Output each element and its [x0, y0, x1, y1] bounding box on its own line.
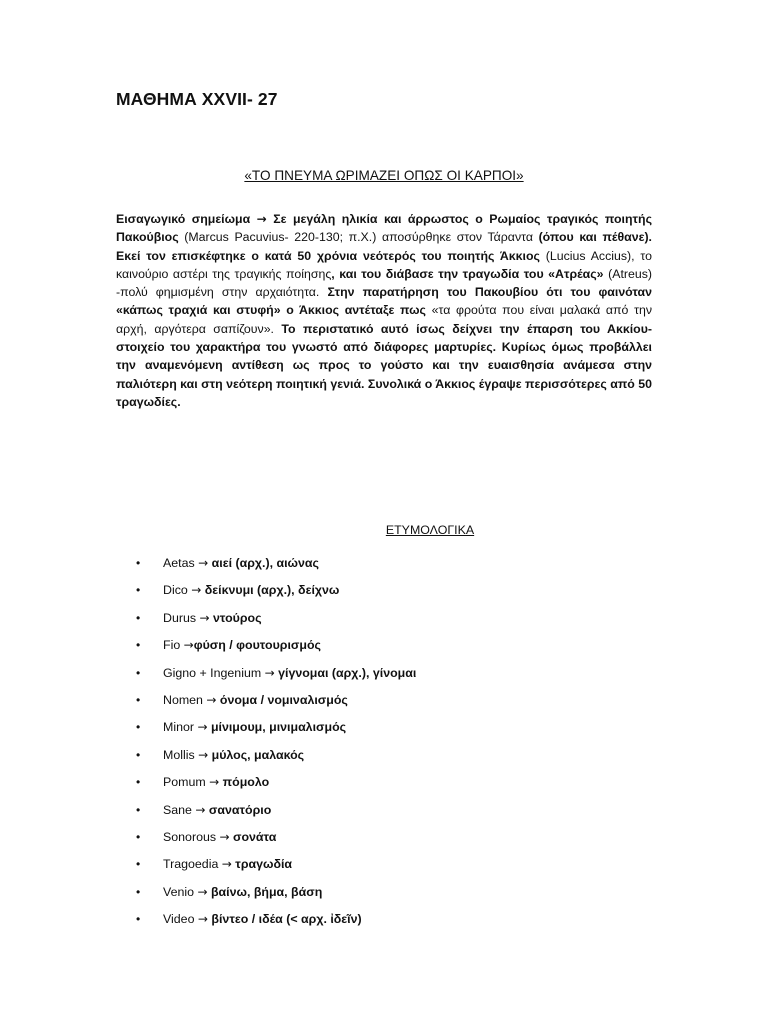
greek-derivative: βίντεο / ιδέα (< αρχ. ἰδεῖν) [207, 912, 362, 927]
bullet-icon: • [136, 665, 141, 680]
right-arrow-icon: → [191, 583, 202, 598]
latin-word: Pomum [163, 775, 210, 790]
greek-derivative: σονάτα [229, 829, 277, 844]
right-arrow-icon: → [197, 912, 208, 927]
etymology-heading: ΕΤΥΜΟΛΟΓΙΚΑ [385, 523, 475, 537]
bullet-icon: • [136, 638, 141, 653]
right-arrow-icon: → [198, 747, 209, 762]
intro-text-3: (όπου και πέθανε). Εκεί τον επισκέφτηκε ο κατά 50 χρόνια νεότερός του ποιητής Άκκιος [116, 230, 652, 263]
bullet-icon: • [136, 747, 141, 762]
right-arrow-icon: → [195, 802, 206, 817]
list-item [136, 690, 416, 717]
right-arrow-icon: → [264, 665, 275, 680]
greek-derivative: σανατόριο [205, 802, 272, 817]
latin-word: Sonorous [163, 829, 220, 844]
bullet-icon: • [136, 610, 141, 625]
etymology-list [136, 553, 416, 936]
bullet-icon: • [136, 912, 141, 927]
right-arrow-icon: → [256, 212, 267, 226]
greek-derivative: φύση / φουτουρισμός [193, 638, 321, 653]
intro-text-9: Το περιστατικό αυτό ίσως δείχνει την έπαρση του Ακκίου- στοιχείο του χαρακτήρα του γνωστό από διάφορες μαρτυρίες. Κυρίως όμως προβάλλει την αναμενόμενη αντίθεση ως προς το γούστο και την ευαισθησία ανάμεσα στην παλιότερη και στη νεότερη ποιητική γενιά. Συνολικά ο Άκκιος έγραψε περισσότερες από 50 τραγωδίες. [116, 321, 652, 409]
intro-text-5: , και του διάβασε την τραγωδία του «Ατρέας» [331, 266, 609, 281]
latin-word: Aetas [163, 556, 199, 570]
intro-label: Εισαγωγικό σημείωμα [116, 212, 251, 226]
right-arrow-icon: → [209, 775, 220, 790]
right-arrow-icon: → [206, 692, 217, 707]
list-item [136, 882, 416, 909]
greek-derivative: ντούρος [209, 610, 262, 625]
right-arrow-icon: → [197, 884, 208, 899]
intro-text-6: (Atreus) -πολύ φημισμένη στην αρχαιότητα. [116, 266, 652, 300]
right-arrow-icon: → [221, 857, 232, 872]
greek-derivative: μύλος, μαλακός [208, 747, 305, 762]
greek-derivative: τραγωδία [231, 857, 293, 872]
list-item [136, 553, 416, 580]
list-item [136, 800, 416, 827]
list-item [136, 663, 416, 690]
latin-word: Mollis [163, 747, 199, 762]
list-item [136, 608, 416, 635]
intro-text-2: (Marcus Pacuvius- 220-130; π.Χ.) αποσύρθηκε στον Τάραντα [184, 230, 533, 245]
greek-derivative: βαίνω, βήμα, βάση [207, 884, 323, 899]
bullet-icon: • [136, 720, 141, 735]
greek-derivative: δείκνυμι (αρχ.), δείχνω [201, 583, 340, 598]
greek-derivative: πόμολο [219, 775, 270, 790]
list-item [136, 772, 416, 799]
right-arrow-icon: → [199, 610, 210, 625]
greek-derivative: μίνιμουμ, μινιμαλισμός [207, 720, 347, 735]
intro-text-7: Στην παρατήρηση του Πακουβίου ότι του φαινόταν «κάπως τραχιά και στυφή» ο Άκκιος αντέταξε πως [116, 285, 652, 318]
latin-word: Venio [163, 884, 198, 899]
latin-word: Sane [163, 802, 196, 817]
right-arrow-icon: → [219, 829, 230, 844]
bullet-icon: • [136, 775, 141, 790]
bullet-icon: • [136, 692, 141, 707]
greek-derivative: όνομα / νομιναλισμός [216, 692, 348, 707]
bullet-icon: • [136, 857, 141, 872]
bullet-icon: • [136, 884, 141, 899]
latin-word: Tragoedia [163, 857, 222, 872]
bullet-icon: • [136, 583, 141, 598]
latin-word: Video [163, 912, 198, 927]
list-item [136, 635, 416, 662]
latin-word: Durus [163, 610, 200, 625]
intro-paragraph [116, 210, 652, 411]
greek-derivative: αιεί (αρχ.), αιώνας [208, 556, 319, 570]
right-arrow-icon: → [183, 638, 194, 653]
list-item [136, 909, 416, 936]
bullet-icon: • [136, 829, 141, 844]
intro-text-4: (Lucius Accius), το καινούριο αστέρι της τραγικής ποίησης [116, 248, 652, 281]
intro-text-8: «τα φρούτα που είναι μαλακά από την αρχή, αργότερα σαπίζουν». [116, 303, 653, 336]
list-item [136, 717, 416, 744]
list-item [136, 745, 416, 772]
right-arrow-icon: → [197, 720, 208, 735]
bullet-icon: • [136, 802, 141, 817]
latin-word: Dico [163, 583, 192, 598]
bullet-icon: • [136, 556, 141, 570]
lesson-subtitle: «ΤΟ ΠΝΕΥΜΑ ΩΡΙΜΑΖΕΙ ΟΠΩΣ ΟΙ ΚΑΡΠΟΙ» [244, 168, 524, 183]
latin-word: Fio [163, 638, 184, 653]
latin-word: Gigno + Ingenium [163, 665, 265, 680]
list-item [136, 854, 416, 881]
latin-word: Nomen [163, 692, 207, 707]
list-item [136, 580, 416, 607]
lesson-title: ΜΑΘΗΜΑ XXVII- 27 [116, 89, 278, 109]
greek-derivative: γίγνομαι (αρχ.), γίνομαι [274, 665, 417, 680]
list-item [136, 827, 416, 854]
latin-word: Minor [163, 720, 198, 735]
intro-text-1: Σε μεγάλη ηλικία και άρρωστος ο Ρωμαίος τραγικός ποιητής Πακούβιος [116, 212, 652, 245]
right-arrow-icon: → [198, 556, 209, 570]
